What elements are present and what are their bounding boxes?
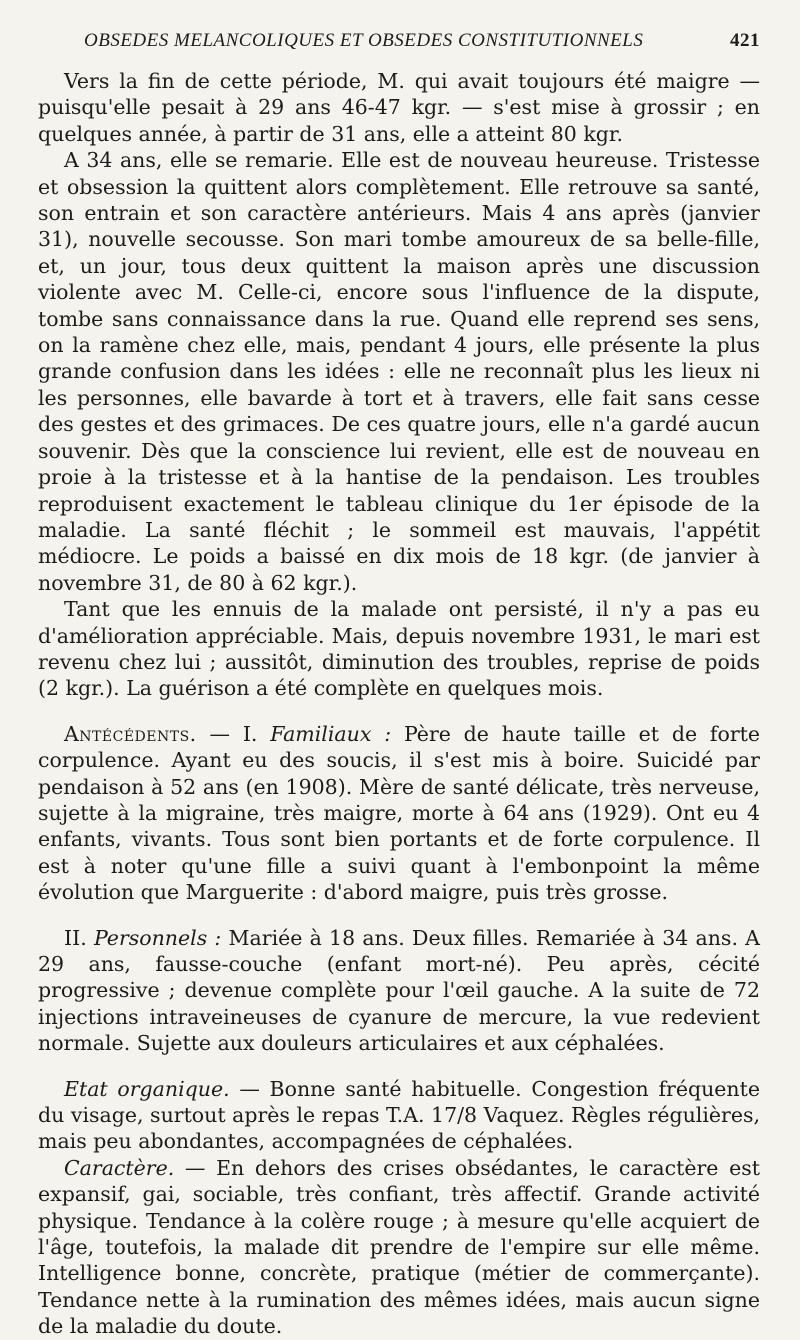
- paragraph-weight-gain: Vers la fin de cette période, M. qui avait toujours été maigre — puisqu'elle pesait à 29 ans 46-47 kgr. — s'est mise à grossir ; en quelques année, à partir de 31 ans, elle a atteint 80 kgr.: [38, 69, 760, 146]
- paragraph-recovery: Tant que les ennuis de la malade ont persisté, il n'y a pas eu d'amélioration appréciable. Mais, depuis novembre 1931, le mari est revenu chez lui ; aussitôt, diminution des troubles, reprise de poids (2 kgr.). La guérison a été complète en quelques mois.: [38, 597, 760, 701]
- paragraph-personnels: [38, 925, 760, 1057]
- section-label-antecedents: Antécédents.: [64, 721, 197, 746]
- paragraph-caractere: [38, 1155, 760, 1340]
- body-text: [38, 68, 760, 1340]
- page-number: 421: [730, 30, 760, 51]
- paragraph-etat-organique: [38, 1076, 760, 1155]
- subsection-label-caractere: Caractère.: [64, 1155, 175, 1180]
- caractere-text: — En dehors des crises obsédantes, le caractère est expansif, gai, sociable, très confiant, très affectif. Grande activité physique. Tendance à la colère rouge ; à mesure qu'elle acquiert de l'âge, toutefois, la malade dit prendre de l'empire sur elle même. Intelligence bonne, concrète, pratique (métier de commerçante). Tendance nette à la rumination des mêmes idées, mais aucun signe de la maladie du doute.: [38, 1155, 760, 1339]
- subsection-label-personnels: Personnels :: [93, 925, 222, 950]
- familiaux-text: Père de haute taille et de forte corpulence. Ayant eu des soucis, il s'est mis à boire. Suicidé par pendaison à 52 ans (en 1908). Mère de santé délicate, très nerveuse, sujette à la migraine, très maigre, morte à 64 ans (1929). Ont eu 4 enfants, vivants. Tous sont bien portants et de forte corpulence. Il est à noter qu'une fille a suivi quant à l'embonpoint la même évolution que Marguerite : d'abord maigre, puis très grosse.: [38, 721, 760, 905]
- running-header: [84, 30, 760, 56]
- subsection-label-familiaux: Familiaux :: [270, 721, 392, 746]
- personnels-text: Mariée à 18 ans. Deux filles. Remariée à 34 ans. A 29 ans, fausse-couche (enfant mort-né). Peu après, cécité progressive ; devenue complète pour l'œil gauche. A la suite de 72 injections intraveineuses de cyanure de mercure, la vue redevient normale. Sujette aux douleurs articulaires et aux céphalées.: [38, 925, 760, 1056]
- etat-organique-text: — Bonne santé habituelle. Congestion fréquente du visage, surtout après le repas T.A. 17/8 Vaquez. Règles régulières, mais peu abondantes, accompagnées de céphalées.: [38, 1076, 760, 1154]
- section-number: — I.: [196, 721, 271, 746]
- subsection-label-etat-organique: Etat organique.: [64, 1076, 230, 1101]
- paragraph-antecedents-familiaux: [38, 721, 760, 906]
- running-title: OBSEDES MELANCOLIQUES ET OBSEDES CONSTITUTIONNELS: [84, 30, 644, 51]
- personnels-number: II.: [64, 925, 94, 950]
- paragraph-remarriage: A 34 ans, elle se remarie. Elle est de nouveau heureuse. Tristesse et obsession la quittent alors complètement. Elle retrouve sa santé, son entrain et son caractère antérieurs. Mais 4 ans après (janvier 31), nouvelle secousse. Son mari tombe amoureux de sa belle-fille, et, un jour, tous deux quittent la maison après une discussion violente avec M. Celle-ci, encore sous l'influence de la dispute, tombe sans connaissance dans la rue. Quand elle reprend ses sens, on la ramène chez elle, mais, pendant 4 jours, elle présente la plus grande confusion dans les idées : elle ne reconnaît plus les lieux ni les personnes, elle bavarde à tort et à travers, elle fait sans cesse des gestes et des grimaces. De ces quatre jours, elle n'a gardé aucun souvenir. Dès que la conscience lui revient, elle est de nouveau en proie à la tristesse et à la hantise de la pendaison. Les troubles reproduisent exactement le tableau clinique du 1er épisode de la maladie. La santé fléchit ; le sommeil est mauvais, l'appétit médiocre. Le poids a baissé en dix mois de 18 kgr. (de janvier à novembre 31, de 80 à 62 kgr.).: [38, 148, 760, 595]
